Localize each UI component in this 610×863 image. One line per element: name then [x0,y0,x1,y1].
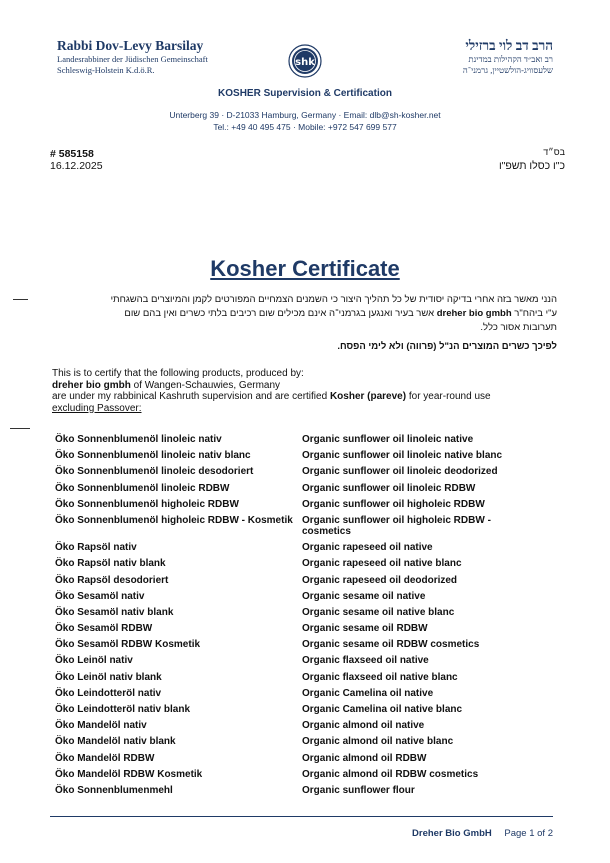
product-name-en: Organic rapeseed oil deodorized [302,574,458,586]
product-row [55,704,575,715]
use-text: for year-round use [406,391,491,402]
product-name-en: Organic sunflower oil linoleic RDBW [302,482,476,494]
product-row [55,688,575,699]
rabbi-title-he-line1: רב ואב״ד הקהילות במדינת [468,54,553,64]
product-row [55,672,575,683]
hebrew-line-3: תערובות אסור כלל. [480,322,557,333]
product-name-de: Öko Sesamöl nativ blank [55,606,174,618]
hebrew-line-1: הנני מאשר בזה אחרי בדיקה יסודית של כל תהליך היצור כי השמנים הצמחיים המפורטים לקמן והמיוצרים בהשגחתי [110,294,557,305]
footer-company: Dreher Bio GmbH [412,828,492,839]
product-row [55,736,575,747]
product-row [55,591,575,602]
product-row [55,542,575,553]
product-name-en: Organic flaxseed oil native [302,655,429,667]
letterhead-right [463,38,553,76]
margin-mark [13,299,28,300]
product-name-en: Organic Camelina oil native [302,687,434,699]
product-name-de: Öko Sonnenblumenöl linoleic RDBW [55,482,230,494]
page-title: Kosher Certificate [210,256,400,281]
product-name-de: Öko Mandelöl RDBW Kosmetik [55,768,203,780]
product-name-de: Öko Leinöl nativ blank [55,671,162,683]
product-name-de: Öko Sesamöl RDBW [55,623,153,635]
product-row [55,450,575,461]
product-name-en: Organic sesame oil native blanc [302,606,455,618]
product-row [55,575,575,586]
product-name-en: Organic Camelina oil native blanc [302,704,463,715]
rabbi-name-en: Rabbi Dov-Levy Barsilay [57,38,204,53]
rabbi-title-line1: Landesrabbiner der Jüdischen Gemeinschaft [57,54,208,64]
product-row [55,753,575,764]
page-footer [412,828,553,839]
product-name-en: Organic sunflower oil higholeic RDBW - cosmetics [302,514,491,537]
hebrew-company-name: dreher bio gmbh [436,308,512,319]
product-name-en: Organic almond oil RDBW [302,752,427,764]
product-name-de: Öko Sonnenblumenmehl [55,784,173,796]
product-name-en: Organic sunflower flour [302,784,415,796]
hebrew-kosher-statement: לפיכך כשרים המוצרים הנ"ל (פרווה) ולא לימי הפסח. [337,341,557,352]
hebrew-date: כ"ו כסלו תשפ"ו [498,160,565,172]
product-list [55,434,575,801]
margin-mark [10,428,30,429]
product-name-de: Öko Sonnenblumenöl linoleic desodoriert [55,466,254,478]
organization-name: KOSHER Supervision & Certification [218,88,392,99]
product-name-de: Öko Sonnenblumenöl higholeic RDBW [55,498,239,510]
product-name-en: Organic rapeseed oil native blanc [302,558,462,570]
product-name-de: Öko Leindotteröl nativ blank [55,704,191,715]
footer-divider [50,816,553,817]
english-certification-text [52,368,562,414]
english-line-3 [52,391,562,403]
product-name-de: Öko Sonnenblumenöl linoleic nativ [55,434,222,445]
product-row [55,655,575,666]
product-name-de: Öko Mandelöl nativ blank [55,736,176,748]
product-name-en: Organic sunflower oil linoleic deodorized [302,466,498,478]
passover-exclusion: excluding Passover: [52,402,142,414]
product-name-de: Öko Rapsöl nativ [55,542,137,554]
product-row [55,515,575,537]
product-name-en: Organic almond oil native [302,720,425,732]
hebrew-line-2b: אשר בעיר ואנגען בגרמני־ה אינם מכילים שום רכיבים בלתי כשרים ואין בהם שום [124,308,435,319]
product-row [55,499,575,510]
hebrew-certification-text [52,293,557,335]
product-name-de: Öko Leindotteröl nativ [55,687,162,699]
product-name-en: Organic sunflower oil linoleic native blanc [302,450,503,462]
product-name-de: Öko Mandelöl nativ [55,720,147,732]
product-name-de: Öko Sesamöl RDBW Kosmetik [55,639,201,651]
address-line: Unterberg 39 · D-21033 Hamburg, Germany · Email: dlb@sh-kosher.net [169,110,441,120]
product-name-en: Organic sunflower oil higholeic RDBW [302,498,485,510]
logo-text: shk [295,57,315,68]
english-line-1: This is to certify that the following products, produced by: [52,368,304,379]
product-row [55,483,575,494]
product-row [55,623,575,634]
product-row [55,720,575,731]
company-location: of Wangen-Schauwies, Germany [130,379,281,391]
product-name-de: Öko Rapsöl desodoriert [55,574,169,586]
rabbi-title-line2: Schleswig-Holstein K.d.ö.R. [57,65,155,75]
supervision-text: are under my rabbinical Kashruth supervision and are certified [52,391,330,402]
product-name-en: Organic rapeseed oil native [302,542,433,554]
product-name-de: Öko Sonnenblumenöl higholeic RDBW - Kosmetik [55,514,293,526]
company-name: dreher bio gmbh [52,379,131,391]
product-row [55,434,575,445]
product-name-de: Öko Leinöl nativ [55,655,133,667]
product-name-de: Öko Mandelöl RDBW [55,752,155,764]
document-date: 16.12.2025 [50,160,103,172]
product-name-en: Organic flaxseed oil native blanc [302,671,458,683]
product-row [55,558,575,569]
english-line-4 [52,403,562,415]
product-name-de: Öko Sesamöl nativ [55,590,145,602]
product-row [55,785,575,796]
product-name-en: Organic sesame oil RDBW [302,623,428,635]
rabbi-name-he: הרב דב לוי ברזילי [465,38,553,53]
product-row [55,466,575,477]
product-name-de: Öko Sonnenblumenöl linoleic nativ blanc [55,450,251,462]
product-name-en: Organic sesame oil RDBW cosmetics [302,639,480,651]
product-name-de: Öko Rapsöl nativ blank [55,558,166,570]
product-row [55,769,575,780]
hebrew-line-2a: ע"י ביהח"ר [514,308,557,319]
product-row [55,607,575,618]
english-line-2 [52,380,562,392]
product-name-en: Organic sesame oil native [302,590,426,602]
shk-logo [288,44,322,78]
product-name-en: Organic sunflower oil linoleic native [302,434,474,445]
letterhead-left [57,38,208,76]
page-number: Page 1 of 2 [504,828,553,839]
document-number: # 585158 [50,148,94,160]
product-name-en: Organic almond oil RDBW cosmetics [302,768,479,780]
hebrew-line-2 [52,307,557,321]
bsd-mark: בס״ד [543,147,565,157]
product-row [55,639,575,650]
product-name-en: Organic almond oil native blanc [302,736,454,748]
rabbi-title-he-line2: שלעסוויג-הולשטיין, גרמני־ה [462,65,553,75]
kosher-status: Kosher (pareve) [329,391,407,402]
phone-line: Tel.: +49 40 495 475 · Mobile: +972 547 699 577 [213,122,397,132]
